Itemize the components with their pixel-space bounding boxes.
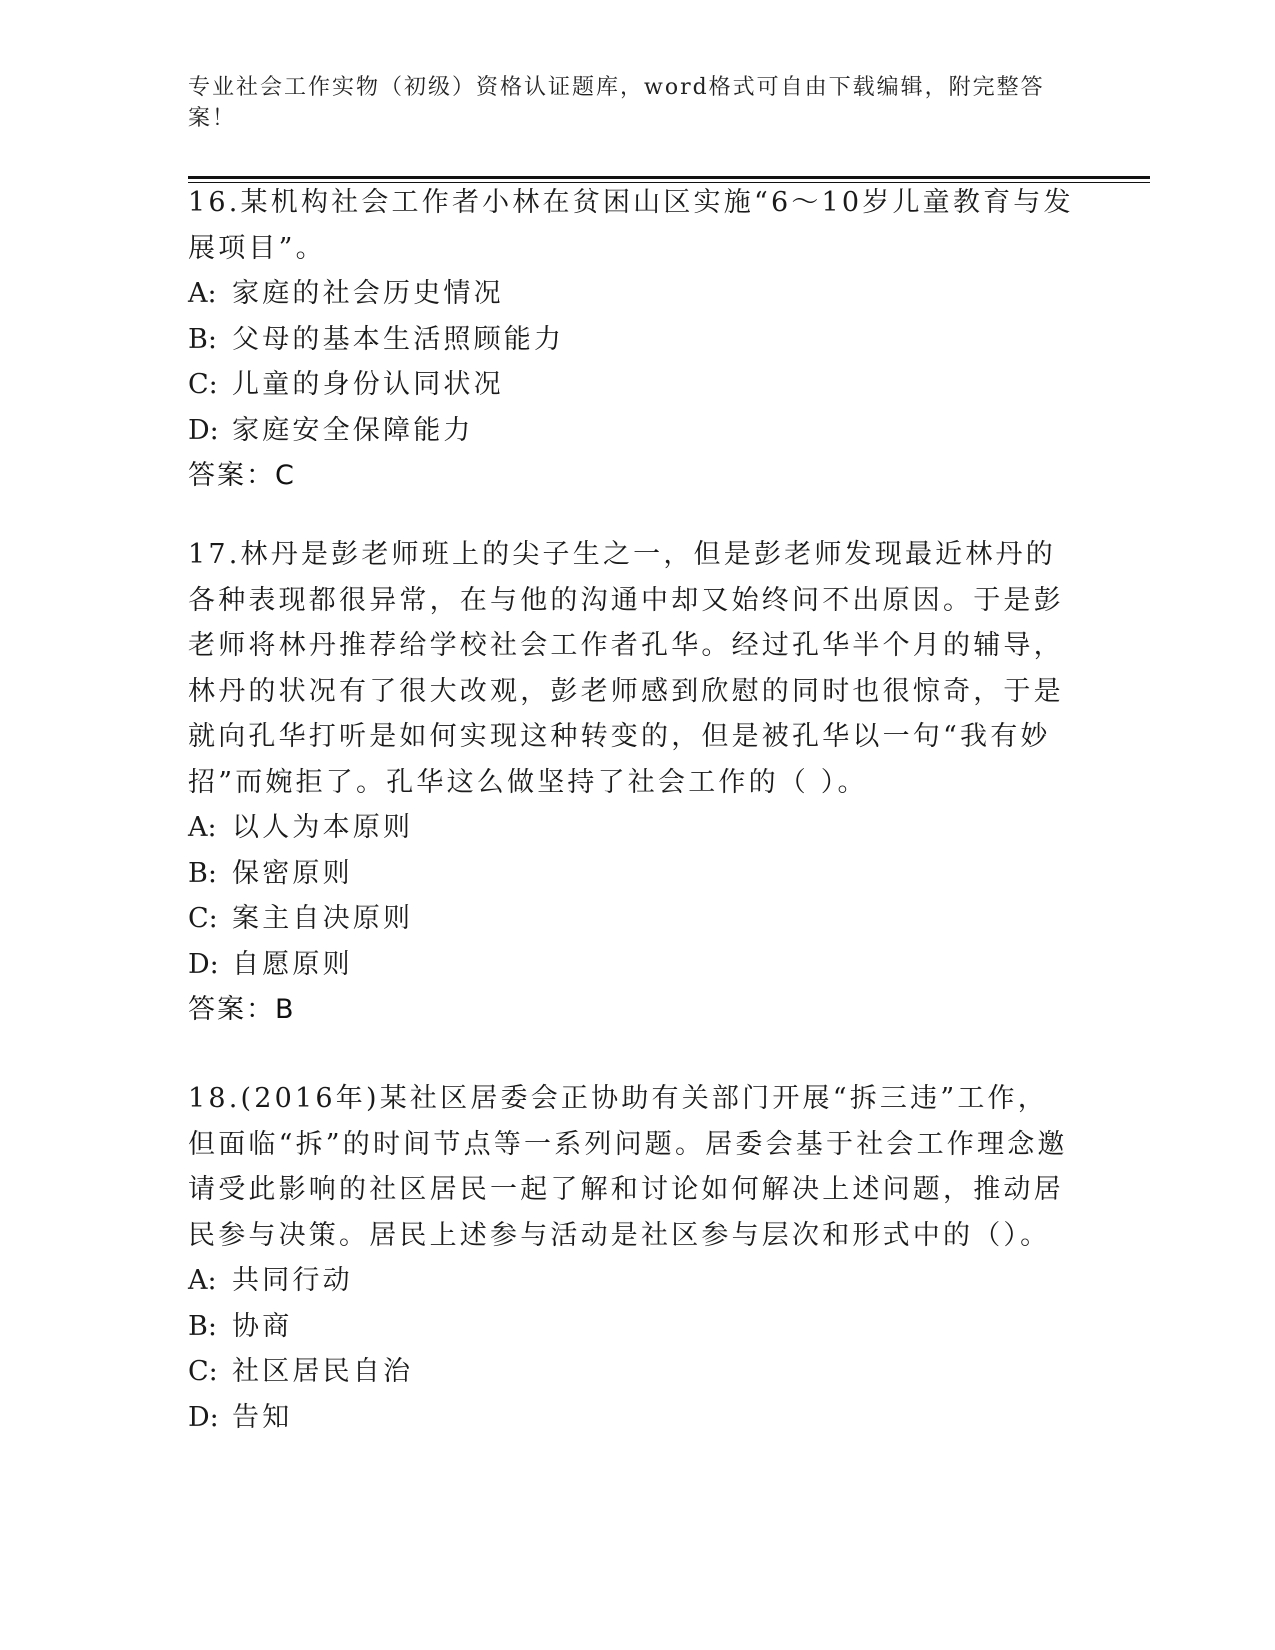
- option-d: [188, 1395, 1078, 1441]
- document-header: 专业社会工作实物（初级）资格认证题库，word格式可自由下载编辑，附完整答案！: [188, 75, 1045, 131]
- question-stem: 17.林丹是彭老师班上的尖子生之一，但是彭老师发现最近林丹的各种表现都很异常，在与他的沟通中却又始终问不出原因。于是彭老师将林丹推荐给学校社会工作者孔华。经过孔华半个月的辅导，林丹的状况有了很大改观，彭老师感到欣慰的同时也很惊奇，于是就向孔华打听是如何实现这种转变的，但是被孔华以一句“我有妙招”而婉拒了。孔华这么做坚持了社会工作的（ ）。: [188, 539, 1064, 798]
- option-text: 告知: [232, 1401, 293, 1433]
- option-a: [188, 271, 1078, 317]
- option-text: 以人为本原则: [232, 812, 414, 843]
- option-b: [188, 851, 1078, 897]
- option-c: [188, 362, 1078, 408]
- option-letter: C:: [188, 369, 218, 400]
- option-c: [188, 896, 1078, 942]
- question-18: [188, 1076, 1078, 1440]
- option-a: [188, 1258, 1078, 1304]
- option-text: 自愿原则: [232, 948, 353, 980]
- question-stem: 18.(2016年)某社区居委会正协助有关部门开展“拆三违”工作，但面临“拆”的时间节点等一系列问题。居委会基于社会工作理念邀请受此影响的社区居民一起了解和讨论如何解决上述问题，推动居民参与决策。居民上述参与活动是社区参与层次和形式中的（）。: [188, 1083, 1068, 1251]
- option-text: 家庭安全保障能力: [232, 414, 474, 446]
- option-text: 保密原则: [232, 857, 353, 889]
- option-c: [188, 1349, 1078, 1395]
- option-d: [188, 942, 1078, 988]
- option-text: 社区居民自治: [232, 1356, 414, 1387]
- option-text: 父母的基本生活照顾能力: [232, 323, 565, 355]
- question-17: [188, 532, 1078, 1033]
- option-letter: C:: [188, 903, 218, 934]
- option-letter: C:: [188, 1356, 218, 1387]
- option-b: [188, 317, 1078, 363]
- option-text: 儿童的身份认同状况: [232, 369, 504, 400]
- option-letter: A:: [188, 1265, 217, 1296]
- option-text: 家庭的社会历史情况: [232, 278, 504, 309]
- option-text: 共同行动: [232, 1265, 353, 1296]
- question-stem: 16.某机构社会工作者小林在贫困山区实施“6～10岁儿童教育与发展项目”。: [188, 187, 1074, 264]
- option-letter: D:: [188, 1401, 219, 1433]
- question-16: [188, 180, 1078, 499]
- header-divider-thick: [188, 176, 1150, 179]
- option-a: [188, 805, 1078, 851]
- option-letter: A:: [188, 278, 217, 309]
- answer-line: 答案：B: [188, 994, 296, 1025]
- option-letter: B:: [188, 857, 217, 889]
- option-letter: B:: [188, 323, 217, 355]
- option-text: 协商: [232, 1310, 293, 1342]
- option-letter: A:: [188, 812, 217, 843]
- answer-line: 答案：C: [188, 460, 296, 491]
- option-letter: B:: [188, 1310, 217, 1342]
- option-letter: D:: [188, 414, 219, 446]
- option-letter: D:: [188, 948, 219, 980]
- option-text: 案主自决原则: [232, 903, 414, 934]
- option-b: [188, 1304, 1078, 1350]
- option-d: [188, 408, 1078, 454]
